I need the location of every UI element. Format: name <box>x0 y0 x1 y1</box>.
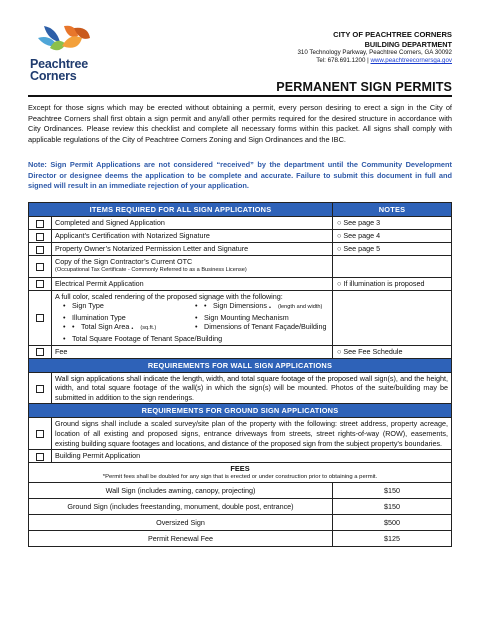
checkbox[interactable] <box>36 246 44 254</box>
item-note <box>333 256 452 278</box>
street-address: 310 Technology Parkway, Peachtree Corners, GA 30092 <box>297 49 452 56</box>
checkbox[interactable] <box>36 385 44 393</box>
table-header-row <box>29 203 452 217</box>
table-row <box>29 450 452 463</box>
item-note: ○ If illumination is proposed <box>333 277 452 290</box>
item-label: Applicant’s Certification with Notarized Signature <box>52 230 333 243</box>
fee-label: Permit Renewal Fee <box>29 531 333 547</box>
fee-amount: $125 <box>333 531 452 547</box>
wall-sign-header: REQUIREMENTS FOR WALL SIGN APPLICATIONS <box>29 358 452 372</box>
fees-title: FEES <box>230 464 250 474</box>
table-row <box>29 256 452 278</box>
bullet-mounting-mechanism: • Sign Mounting Mechanism <box>195 313 329 323</box>
rendering-bullets <box>63 301 329 343</box>
item-note: ○ See page 4 <box>333 230 452 243</box>
fee-row <box>29 531 452 547</box>
item-label: Building Permit Application <box>52 450 452 463</box>
ground-sign-requirements: Ground signs shall include a scaled survey/site plan of the property with the following: street address, property acreage, location of all existing and proposed signs, entrance driveways from streets, street rights-of-way (ROW), easements, existing building square footages and locations, and distance of the proposed sign from the subject property’s boundaries. <box>52 418 452 450</box>
wall-sign-requirements: Wall sign applications shall indicate the length, width, and total square footage of the proposed wall sign(s), and the height, width, and total square footage of the wall(s) in which the sign(s) will be mounted. Photos of the suite/building may be submitted in addition to the sign renderings. <box>52 372 452 404</box>
checkbox[interactable] <box>36 453 44 461</box>
checkbox[interactable] <box>36 233 44 241</box>
department-address <box>297 30 452 66</box>
item-note: ○ See page 3 <box>333 217 452 230</box>
fees-header-row <box>29 463 452 483</box>
checkbox[interactable] <box>36 280 44 288</box>
item-label-main: Copy of the Sign Contractor’s Current OTC <box>55 257 193 266</box>
ground-sign-header: REQUIREMENTS FOR GROUND SIGN APPLICATIONS <box>29 404 452 418</box>
logo-line-1: Peachtree <box>30 57 88 71</box>
website-link[interactable]: www.peachtreecornersga.gov <box>370 57 452 65</box>
fee-amount: $150 <box>333 483 452 499</box>
wall-sign-header-row <box>29 358 452 372</box>
bullet-total-sign-area: • • Total Sign Area • (sq.ft.) <box>63 322 195 334</box>
fee-label: Oversized Sign <box>29 515 333 531</box>
item-label: Property Owner’s Notarized Permission Letter and Signature <box>52 243 333 256</box>
checkbox[interactable] <box>36 348 44 356</box>
table-row <box>29 230 452 243</box>
rendering-intro: A full color, scaled rendering of the proposed signage with the following: <box>55 291 283 301</box>
items-header: ITEMS REQUIRED FOR ALL SIGN APPLICATIONS <box>29 203 333 217</box>
page-header <box>28 22 452 82</box>
item-label: Electrical Permit Application <box>52 277 333 290</box>
telephone: Tel: 678.691.1200 | <box>316 57 371 65</box>
item-note <box>333 290 452 345</box>
intro-paragraph: Except for those signs which may be erected without obtaining a permit, every person desiring to erect a sign in the City of Peachtree Corners shall first obtain a sign permit and any/all other permits required for the desired structure in accordance with City Ordinances. Please review this checklist and complete all necessary forms within this packet. All signs shall comply with applicable regulations of the City of Peachtree Corners Zoning and Sign Ordinances and the IBC. <box>28 103 452 144</box>
table-row <box>29 345 452 358</box>
table-row <box>29 277 452 290</box>
item-label-sub: (Occupational Tax Certificate - Commonly Referred to as a Business License) <box>55 267 247 274</box>
item-label: Fee <box>52 345 333 358</box>
bullet-total-square-footage: • Total Square Footage of Tenant Space/Building <box>63 334 329 344</box>
bullet-sign-dimensions: • • Sign Dimensions • (length and width) <box>195 301 329 313</box>
rendering-item <box>52 290 333 345</box>
logo-wordmark <box>30 58 88 82</box>
page-title: PERMANENT SIGN PERMITS <box>28 80 452 97</box>
requirements-table <box>28 202 452 547</box>
checkbox[interactable] <box>36 430 44 438</box>
logo-line-2: Corners <box>30 69 77 83</box>
contact-line <box>297 57 452 65</box>
bullet-sign-type: • Sign Type <box>63 301 195 313</box>
bullet-illumination-type: • Illumination Type <box>63 313 195 323</box>
peach-leaf-icon <box>34 22 96 58</box>
fee-row <box>29 515 452 531</box>
fee-amount: $500 <box>333 515 452 531</box>
table-row-rendering <box>29 290 452 345</box>
ground-sign-header-row <box>29 404 452 418</box>
table-row <box>29 372 452 404</box>
city-logo <box>30 22 120 83</box>
item-note: ○ See Fee Schedule <box>333 345 452 358</box>
fee-label: Ground Sign (includes freestanding, monument, double post, entrance) <box>29 499 333 515</box>
fee-amount: $150 <box>333 499 452 515</box>
checkbox[interactable] <box>36 220 44 228</box>
table-row <box>29 217 452 230</box>
checkbox[interactable] <box>36 263 44 271</box>
fees-note: *Permit fees shall be doubled for any sign that is erected or under construction prior to obtaining a permit. <box>102 474 378 481</box>
table-row <box>29 243 452 256</box>
item-label: Completed and Signed Application <box>52 217 333 230</box>
fee-row <box>29 483 452 499</box>
fee-label: Wall Sign (includes awning, canopy, projecting) <box>29 483 333 499</box>
department-name: BUILDING DEPARTMENT <box>364 39 452 49</box>
item-label <box>52 256 333 278</box>
notes-header: NOTES <box>333 203 452 217</box>
checkbox[interactable] <box>36 314 44 322</box>
bullet-facade-dimensions: • Dimensions of Tenant Façade/Building <box>195 322 329 334</box>
table-row <box>29 418 452 450</box>
fee-row <box>29 499 452 515</box>
city-name: CITY OF PEACHTREE CORNERS <box>333 30 452 39</box>
fees-header-cell <box>29 463 452 483</box>
item-note: ○ See page 5 <box>333 243 452 256</box>
submission-note: Note: Sign Permit Applications are not considered “received” by the department until the Community Development Director or designee deems the application to be complete and accurate. Failure to submit this document in full and signed will result in an immediate rejection of your application. <box>28 160 452 191</box>
